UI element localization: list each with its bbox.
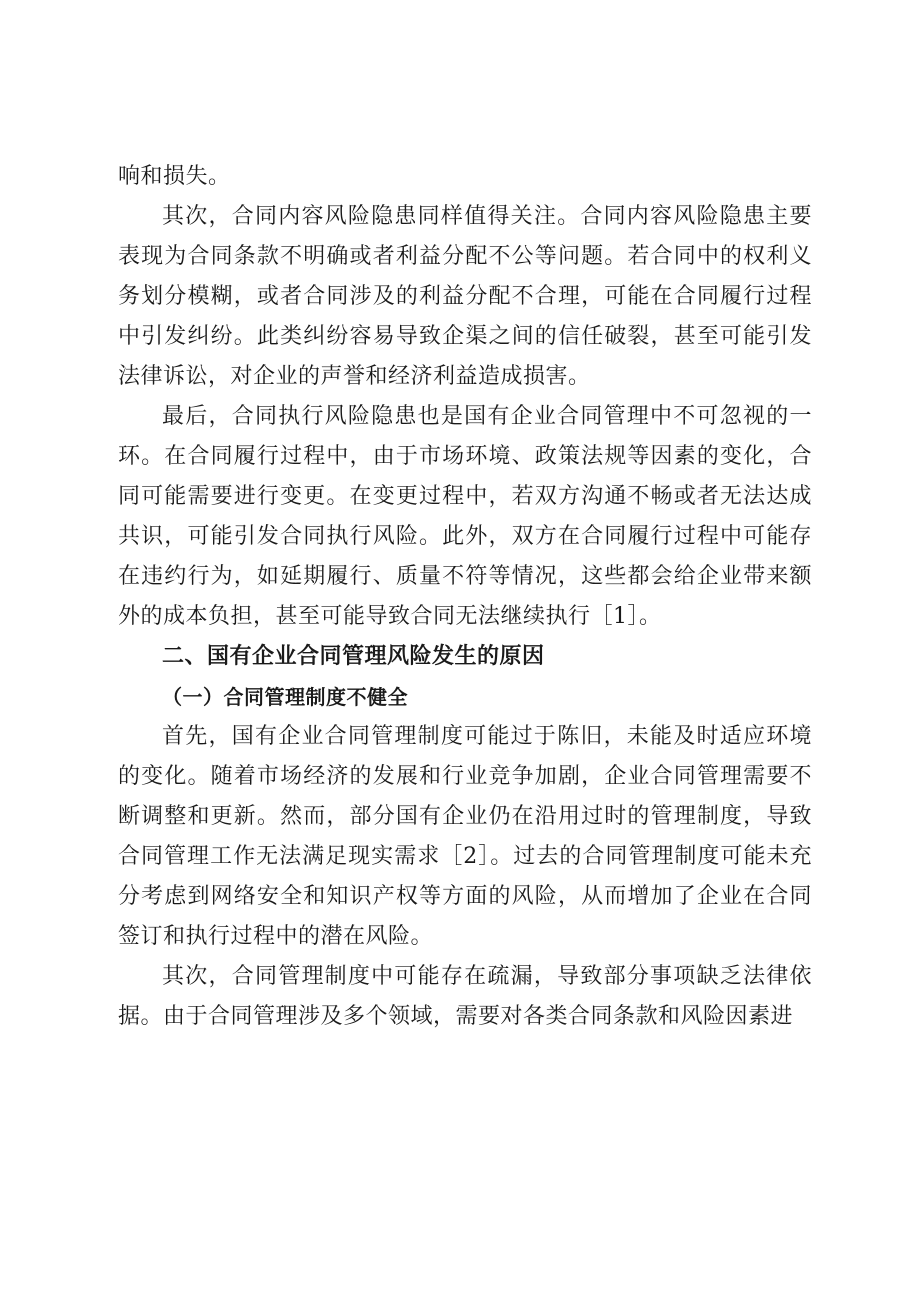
paragraph-outdated-system: 首先，国有企业合同管理制度可能过于陈旧，未能及时适应环境的变化。随着市场经济的发展和行业竞争加剧，企业合同管理需要不断调整和更新。然而，部分国有企业仍在沿用过时的管理制度，导致合同管理工作无法满足现实需求［2］。过去的合同管理制度可能未充分考虑到网络安全和知识产权等方面的风险，从而增加了企业在合同签订和执行过程中的潜在风险。 — [118, 724, 812, 949]
paragraph-contract-execution-risk: 最后，合同执行风险隐患也是国有企业合同管理中不可忽视的一环。在合同履行过程中，由于市场环境、政策法规等因素的变化，合同可能需要进行变更。在变更过程中，若双方沟通不畅或者无法达成共识，可能引发合同执行风险。此外，双方在合同履行过程中可能存在违约行为，如延期履行、质量不符等情况，这些都会给企业带来额外的成本负担，甚至可能导致合同无法继续执行［1］。 — [118, 404, 812, 629]
paragraph-system-gaps: 其次，合同管理制度中可能存在疏漏，导致部分事项缺乏法律依据。由于合同管理涉及多个领域，需要对各类合同条款和风险因素进 — [118, 964, 812, 1029]
paragraph-continuation: 响和损失。 — [118, 164, 231, 189]
paragraph-contract-content-risk: 其次，合同内容风险隐患同样值得关注。合同内容风险隐患主要表现为合同条款不明确或者利益分配不公等问题。若合同中的权利义务划分模糊，或者合同涉及的利益分配不合理，可能在合同履行过程中引发纠纷。此类纠纷容易导致企渠之间的信任破裂，甚至可能引发法律诉讼，对企业的声誉和经济利益造成损害。 — [118, 204, 812, 389]
subsection-heading: （一）合同管理制度不健全 — [162, 685, 408, 709]
section-heading: 二、国有企业合同管理风险发生的原因 — [162, 644, 545, 669]
document-body — [118, 157, 812, 1037]
